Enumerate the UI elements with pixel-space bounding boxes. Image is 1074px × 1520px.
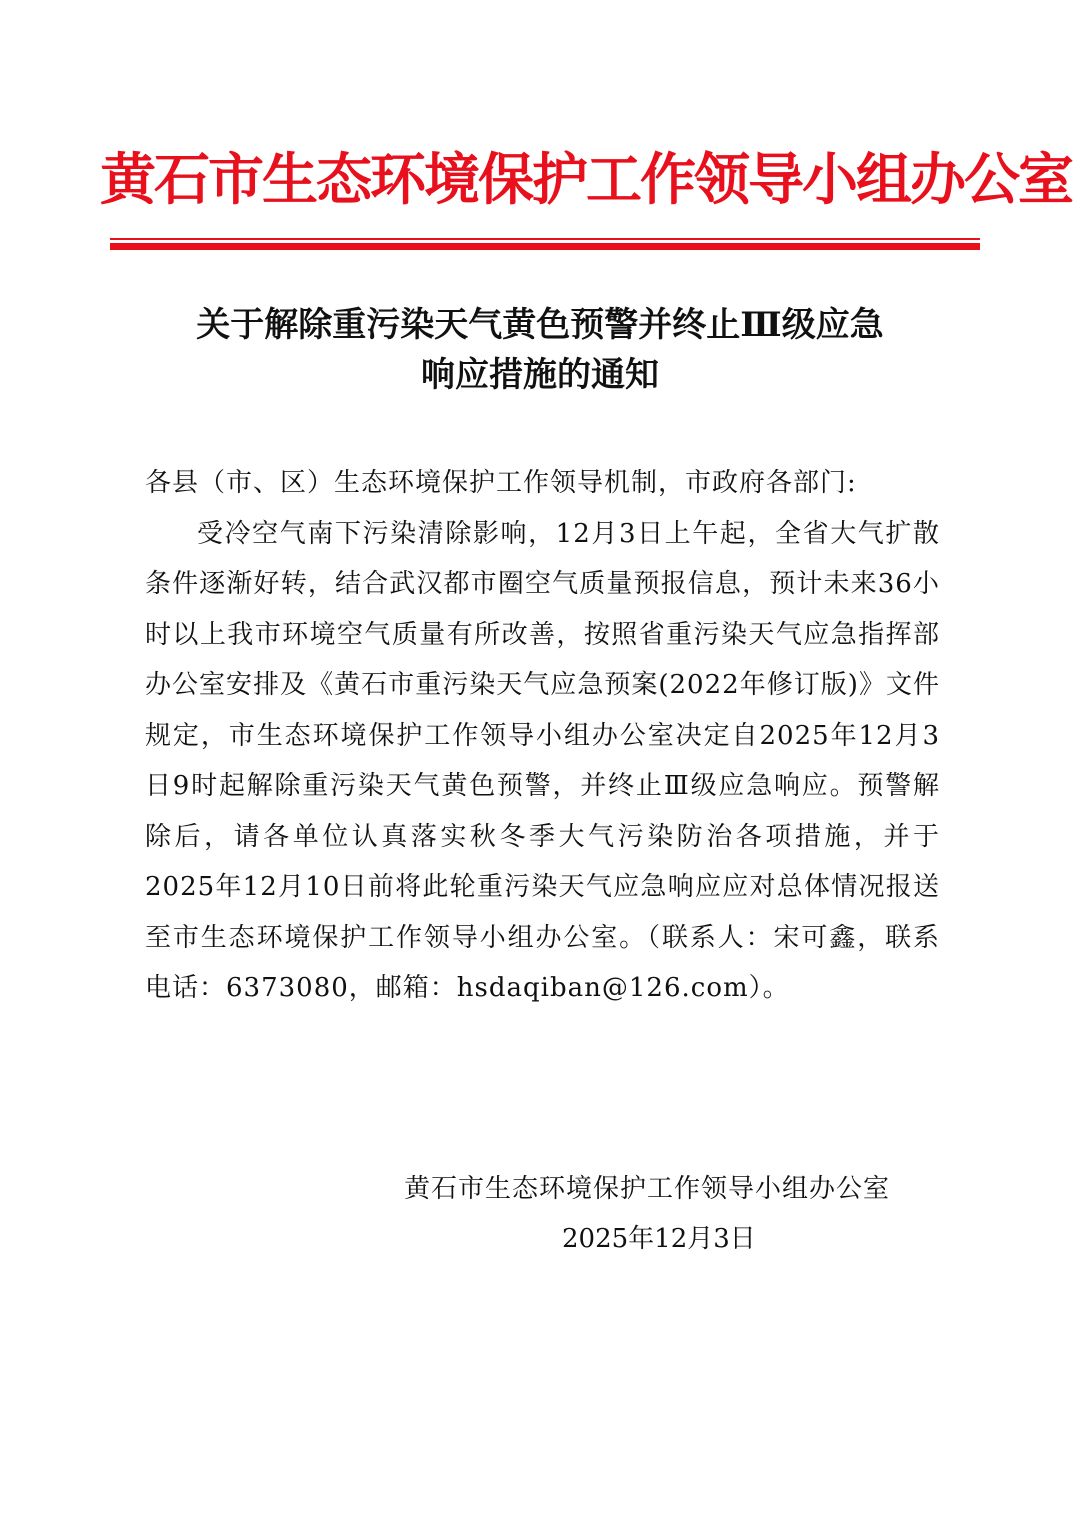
- signature-org: 黄石市生态环境保护工作领导小组办公室: [404, 1174, 891, 1204]
- salutation: 各县（市、区）生态环境保护工作领导机制，市政府各部门:: [145, 468, 857, 498]
- body-paragraph: 受冷空气南下污染清除影响，12月3日上午起，全省大气扩散条件逐渐好转，结合武汉都市圈空气质量预报信息，预计未来36小时以上我市环境空气质量有所改善，按照省重污染天气应急指挥部办公室安排及《黄石市重污染天气应急预案(2022年修订版)》文件规定，市生态环境保护工作领导小组办公室决定自2025年12月3日9时起解除重污染天气黄色预警，并终止Ⅲ级应急响应。预警解除后，请各单位认真落实秋冬季大气污染防治各项措施，并于2025年12月10日前将此轮重污染天气应急响应应对总体情况报送至市生态环境保护工作领导小组办公室。（联系人：宋可鑫，联系电话：6373080，邮箱：hsdaqiban@126.com）。: [145, 518, 940, 1003]
- signature-date: 2025年12月3日: [562, 1224, 756, 1254]
- masthead-rule-thick: [110, 243, 980, 250]
- title-line-2: 响应措施的通知: [421, 355, 659, 395]
- masthead-issuer: 黄石市生态环境保护工作领导小组办公室: [100, 147, 1072, 213]
- title-line-1: 关于解除重污染天气黄色预警并终止Ⅲ级应急: [196, 305, 884, 345]
- signature-block: [404, 1164, 924, 1264]
- document-body: [145, 458, 940, 1014]
- masthead-rule-thin: [110, 238, 980, 240]
- document-title: [140, 300, 940, 400]
